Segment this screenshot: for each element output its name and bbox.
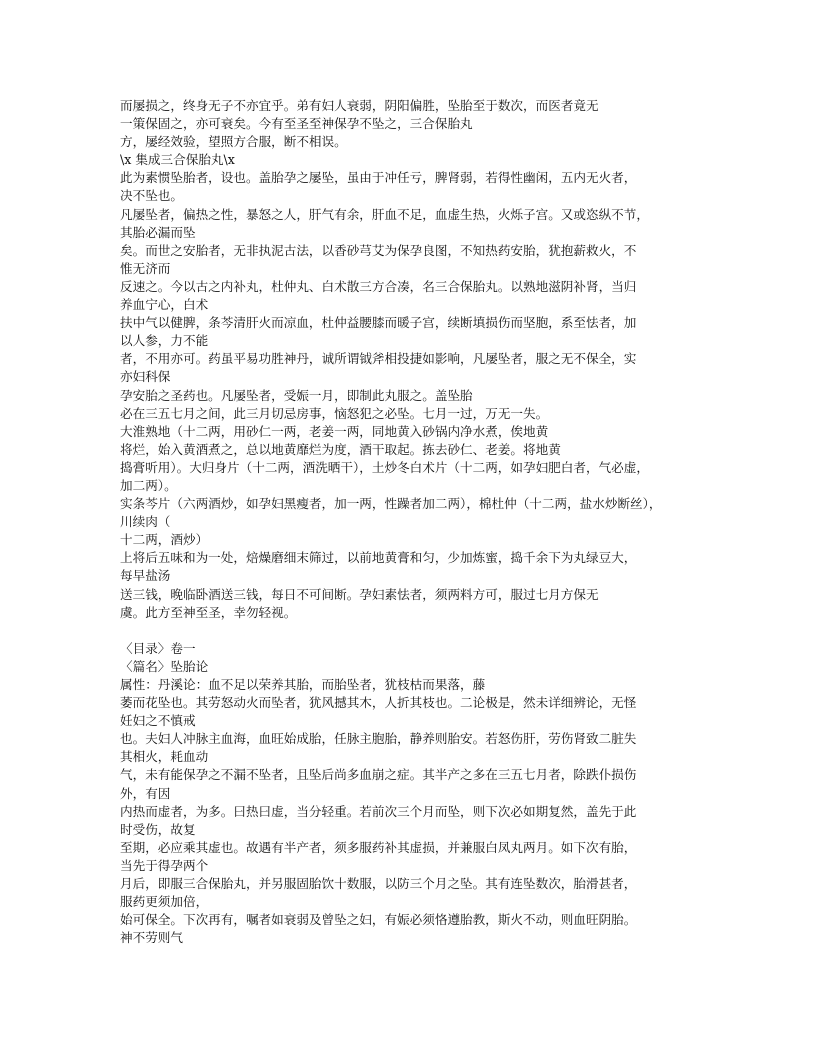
text-line: 其胎必漏而坠 bbox=[120, 224, 196, 240]
text-line: 十二两，酒炒） bbox=[120, 532, 209, 548]
text-line: 送三钱，晚临卧酒送三钱，每日不可间断。孕妇素怯者，须两料方可，服过七月方保无 bbox=[120, 586, 599, 602]
text-line: 服药更须加倍， bbox=[120, 894, 209, 910]
text-line: 内热而虚者，为多。曰热曰虚，当分轻重。若前次三个月而坠，则下次必如期复然，盖先于此 bbox=[120, 803, 637, 819]
text-line: 者，不用亦可。药虽平易功胜神丹，诚所谓钺斧相投捷如影响，凡屡坠者，服之无不保全，实 bbox=[120, 351, 637, 367]
text-line: 川续肉（ bbox=[120, 514, 171, 530]
text-line: 加二两）。 bbox=[120, 477, 177, 493]
blank-line bbox=[120, 622, 720, 640]
text-line: 神不劳则气 bbox=[120, 930, 183, 946]
text-line: 凡屡坠者，偏热之性，暴怒之人，肝气有余，肝血不足，血虚生热，火烁子宫。又或恣纵不节， bbox=[120, 206, 649, 222]
text-line: \x 集成三合保胎丸\x bbox=[120, 152, 235, 168]
text-line: 每早盐汤 bbox=[120, 568, 171, 584]
text-line: 当先于得孕两个 bbox=[120, 857, 209, 873]
text-line: 大淮熟地（十二两，用砂仁一两，老姜一两，同地黄入砂锅内净水煮，俟地黄 bbox=[120, 423, 549, 439]
document-page bbox=[120, 97, 720, 947]
text-line: 养血宁心，白术 bbox=[120, 297, 209, 313]
text-line: 孕安胎之圣药也。凡屡坠者，受娠一月，即制此丸服之。盖坠胎 bbox=[120, 387, 473, 403]
text-line: 始可保全。下次再有，嘱者如衰弱及曾坠之妇，有娠必须恪遵胎教，斯火不动，则血旺阴胎。 bbox=[120, 912, 637, 928]
text-line: 实条芩片（六两酒炒，如孕妇黑瘦者，加一两，性躁者加二两），棉杜仲（十二两，盐水炒断丝）， bbox=[120, 496, 662, 512]
text-line: 〈篇名〉坠胎论 bbox=[120, 658, 209, 674]
text-line: 至期，必应乘其虚也。故遇有半产者，须多服药补其虚损，并兼服白凤丸两月。如下次有胎， bbox=[120, 839, 637, 855]
text-line: 必在三五七月之间，此三月切忌房事，恼怒犯之必坠。七月一过，万无一失。 bbox=[120, 405, 549, 421]
text-line: 决不坠也。 bbox=[120, 188, 183, 204]
text-line: 反速之。今以古之内补丸，杜仲丸、白术散三方合凑，名三合保胎丸。以熟地滋阴补肾，当归 bbox=[120, 278, 637, 294]
text-line: 也。夫妇人冲脉主血海，血旺始成胎，任脉主胞胎，静养则胎安。若怒伤肝，劳伤肾致二脏失 bbox=[120, 731, 637, 747]
text-line: 矣。而世之安胎者，无非执泥古法，以香砂芎艾为保孕良图，不知热药安胎，犹抱薪救火，不 bbox=[120, 242, 637, 258]
text-line: 妊妇之不慎戒 bbox=[120, 713, 196, 729]
text-line: 方，屡经效验，望照方合服，断不相误。 bbox=[120, 134, 347, 150]
text-line: 萎而花坠也。其劳怒动火而坠者，犹风撼其木，人折其枝也。二论极是，然未详细辨论，无怪 bbox=[120, 695, 637, 711]
text-line: 属性：丹溪论：血不足以荣养其胎，而胎坠者，犹枝枯而果落，藤 bbox=[120, 677, 486, 692]
text-line: 以人参，力不能 bbox=[120, 333, 209, 349]
text-line: 扶中气以健脾，条芩清肝火而凉血，杜仲益腰膝而暖子宫，续断填损伤而坚胞，系至怯者，加 bbox=[120, 315, 637, 331]
text-line: 此为素惯坠胎者，设也。盖胎孕之屡坠，虽由于冲任亏，脾肾弱，若得性幽闲，五内无火者， bbox=[120, 170, 637, 186]
text-line: 外，有因 bbox=[120, 785, 171, 801]
text-line: 惟无济而 bbox=[120, 260, 171, 276]
text-line: 月后，即服三合保胎丸，并另服固胎饮十数服，以防三个月之坠。其有连坠数次，胎滑甚者， bbox=[120, 876, 637, 892]
text-line: 虞。此方至神至圣，幸勿轻视。 bbox=[120, 604, 297, 620]
text-line: 亦妇科保 bbox=[120, 369, 171, 385]
text-line: 时受伤，故复 bbox=[120, 821, 196, 837]
text-line: 上将后五味和为一处，焙燥磨细末筛过，以前地黄膏和匀，少加炼蜜，捣千余下为丸绿豆大， bbox=[120, 550, 637, 566]
text-line: 〈目录〉卷一 bbox=[120, 640, 196, 656]
text-line: 捣膏听用）。大归身片（十二两，酒洗晒干），土炒冬白术片（十二两，如孕妇肥白者，气必虚， bbox=[120, 459, 649, 475]
text-line: 一策保固之，亦可衰矣。今有至圣至神保孕不坠之，三合保胎丸 bbox=[120, 116, 473, 132]
text-line: 将烂，始入黄酒煮之，总以地黄靡烂为度，酒干取起。拣去砂仁、老姜。将地黄 bbox=[120, 441, 561, 457]
text-line: 其相火，耗血动 bbox=[120, 749, 209, 765]
text-line: 气，未有能保孕之不漏不坠者，且坠后尚多血崩之症。其半产之多在三五七月者，除跌仆损伤 bbox=[120, 767, 637, 783]
text-line: 而屡损之，终身无子不亦宜乎。弟有妇人衰弱，阴阳偏胜，坠胎至于数次，而医者竟无 bbox=[120, 98, 599, 113]
